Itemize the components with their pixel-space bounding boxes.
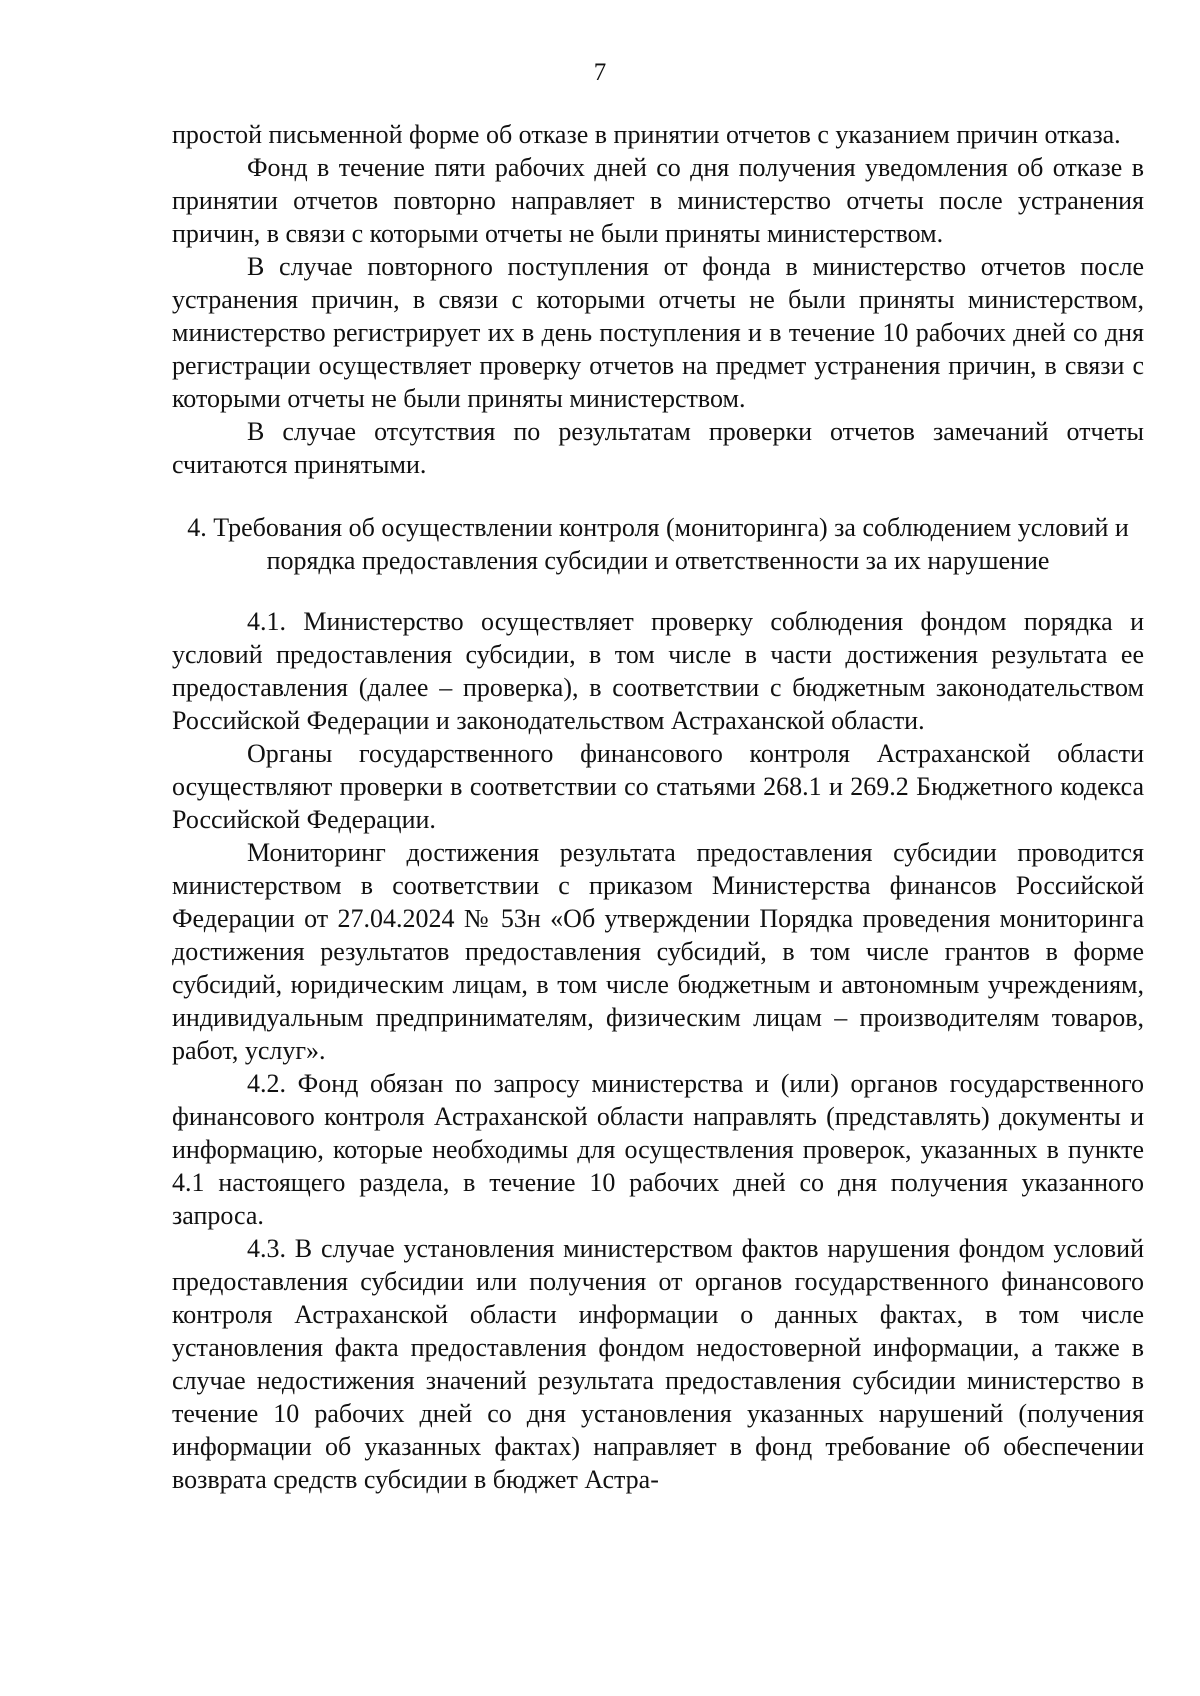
section-heading: 4. Требования об осуществлении контроля (мониторинга) за соблюдением условий и порядка предоставления субсидии и ответственности за их нарушение xyxy=(187,513,1129,575)
paragraph: Органы государственного финансового контроля Астраханской области осуществляют проверки в соответствии со статьями 268.1 и 269.2 Бюджетного кодекса Российской Федерации. xyxy=(172,739,1144,834)
paragraph: 4.3. В случае установления министерством фактов нарушения фондом условий предоставления субсидии или получения от органов государственного финансового контроля Астраханской области информации о данных фактах, в том числе установления факта предоставления фондом недостоверной информации, а также в случае недостижения значений результата предоставления субсидии министерство в течение 10 рабочих дней со дня установления указанных нарушений (получения информации об указанных фактах) направляет в фонд требование об обеспечении возврата средств субсидии в бюджет Астра- xyxy=(172,1234,1144,1494)
paragraph: 4.1. Министерство осуществляет проверку соблюдения фондом порядка и условий предоставления субсидии, в том числе в части достижения результата ее предоставления (далее – проверка), в соответствии с бюджетным законодательством Российской Федерации и законодательством Астраханской области. xyxy=(172,607,1144,735)
page-number: 7 xyxy=(593,59,607,86)
paragraph-continuation: простой письменной форме об отказе в принятии отчетов с указанием причин отказа. xyxy=(172,120,1121,149)
paragraph: Мониторинг достижения результата предоставления субсидии проводится министерством в соответствии с приказом Министерства финансов Российской Федерации от 27.04.2024 № 53н «Об утверждении Порядка проведения мониторинга достижения результатов предоставления субсидий, в том числе грантов в форме субсидий, юридическим лицам, в том числе бюджетным и автономным учреждениям, индивидуальным предпринимателям, физическим лицам – производителям товаров, работ, услуг». xyxy=(172,838,1144,1065)
paragraph: Фонд в течение пяти рабочих дней со дня получения уведомления об отказе в принятии отчетов повторно направляет в министерство отчеты после устранения причин, в связи с которыми отчеты не были приняты министерством. xyxy=(172,153,1144,248)
paragraph: В случае повторного поступления от фонда в министерство отчетов после устранения причин, в связи с которыми отчеты не были приняты министерством, министерство регистрирует их в день поступления и в течение 10 рабочих дней со дня регистрации осуществляет проверку отчетов на предмет устранения причин, в связи с которыми отчеты не были приняты министерством. xyxy=(172,252,1144,413)
paragraph: 4.2. Фонд обязан по запросу министерства и (или) органов государственного финансового контроля Астраханской области направлять (представлять) документы и информацию, которые необходимы для осуществления проверок, указанных в пункте 4.1 настоящего раздела, в течение 10 рабочих дней со дня получения указанного запроса. xyxy=(172,1069,1144,1230)
document-body xyxy=(172,118,1144,1496)
paragraph: В случае отсутствия по результатам проверки отчетов замечаний отчеты считаются принятыми. xyxy=(172,417,1144,479)
